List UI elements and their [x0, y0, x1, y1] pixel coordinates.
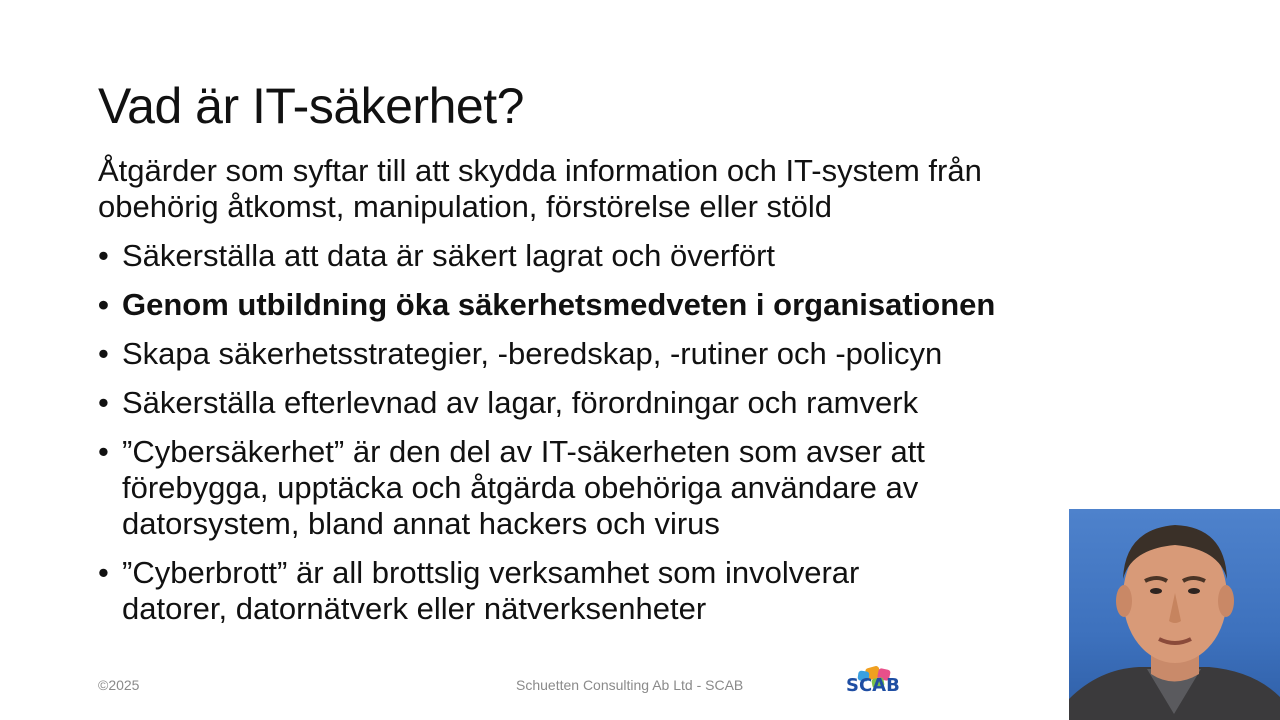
bullet-line: Skapa säkerhetsstrategier, -beredskap, -rutiner och -policyn — [122, 336, 943, 371]
bullet-line: förebygga, upptäcka och åtgärda obehöriga användare av — [122, 470, 919, 505]
bullet-item — [98, 385, 1178, 421]
slide-title: Vad är IT-säkerhet? — [98, 78, 524, 134]
bullet-item — [98, 336, 1178, 372]
presenter-webcam-icon — [1069, 509, 1280, 720]
intro-line-2: obehörig åtkomst, manipulation, förstörelse eller stöld — [98, 189, 833, 224]
bullet-line: Genom utbildning öka säkerhetsmedveten i organisationen — [122, 287, 996, 322]
bullet-line: ”Cybersäkerhet” är den del av IT-säkerheten som avser att — [122, 434, 925, 469]
bullet-dot: • — [98, 434, 109, 469]
bullet-dot: • — [98, 336, 109, 371]
bullet-line: datorer, datornätverk eller nätverksenheter — [122, 591, 707, 626]
bullet-item — [98, 434, 1178, 542]
bullet-item — [98, 555, 1178, 627]
logo-text: SCAB — [846, 675, 900, 696]
bullet-line: Säkerställa efterlevnad av lagar, förordningar och ramverk — [122, 385, 919, 420]
intro-line-1: Åtgärder som syftar till att skydda information och IT-system från — [98, 153, 982, 188]
bullet-item — [98, 238, 1178, 274]
bullet-item — [98, 287, 1178, 323]
bullet-dot: • — [98, 238, 109, 273]
footer-company: Schuetten Consulting Ab Ltd - SCAB — [516, 677, 744, 693]
footer-copyright: ©2025 — [98, 677, 140, 693]
bullet-dot: • — [98, 555, 109, 590]
bullet-dot: • — [98, 287, 109, 322]
bullet-line: ”Cyberbrott” är all brottslig verksamhet som involverar — [122, 555, 860, 590]
presenter-figure — [1069, 509, 1280, 720]
bullet-line: datorsystem, bland annat hackers och virus — [122, 506, 720, 541]
scab-logo-icon — [842, 665, 908, 705]
bullet-dot: • — [98, 385, 109, 420]
bullet-line: Säkerställa att data är säkert lagrat och överfört — [122, 238, 776, 273]
bullet-list — [98, 238, 1178, 640]
intro-text — [98, 153, 1158, 225]
